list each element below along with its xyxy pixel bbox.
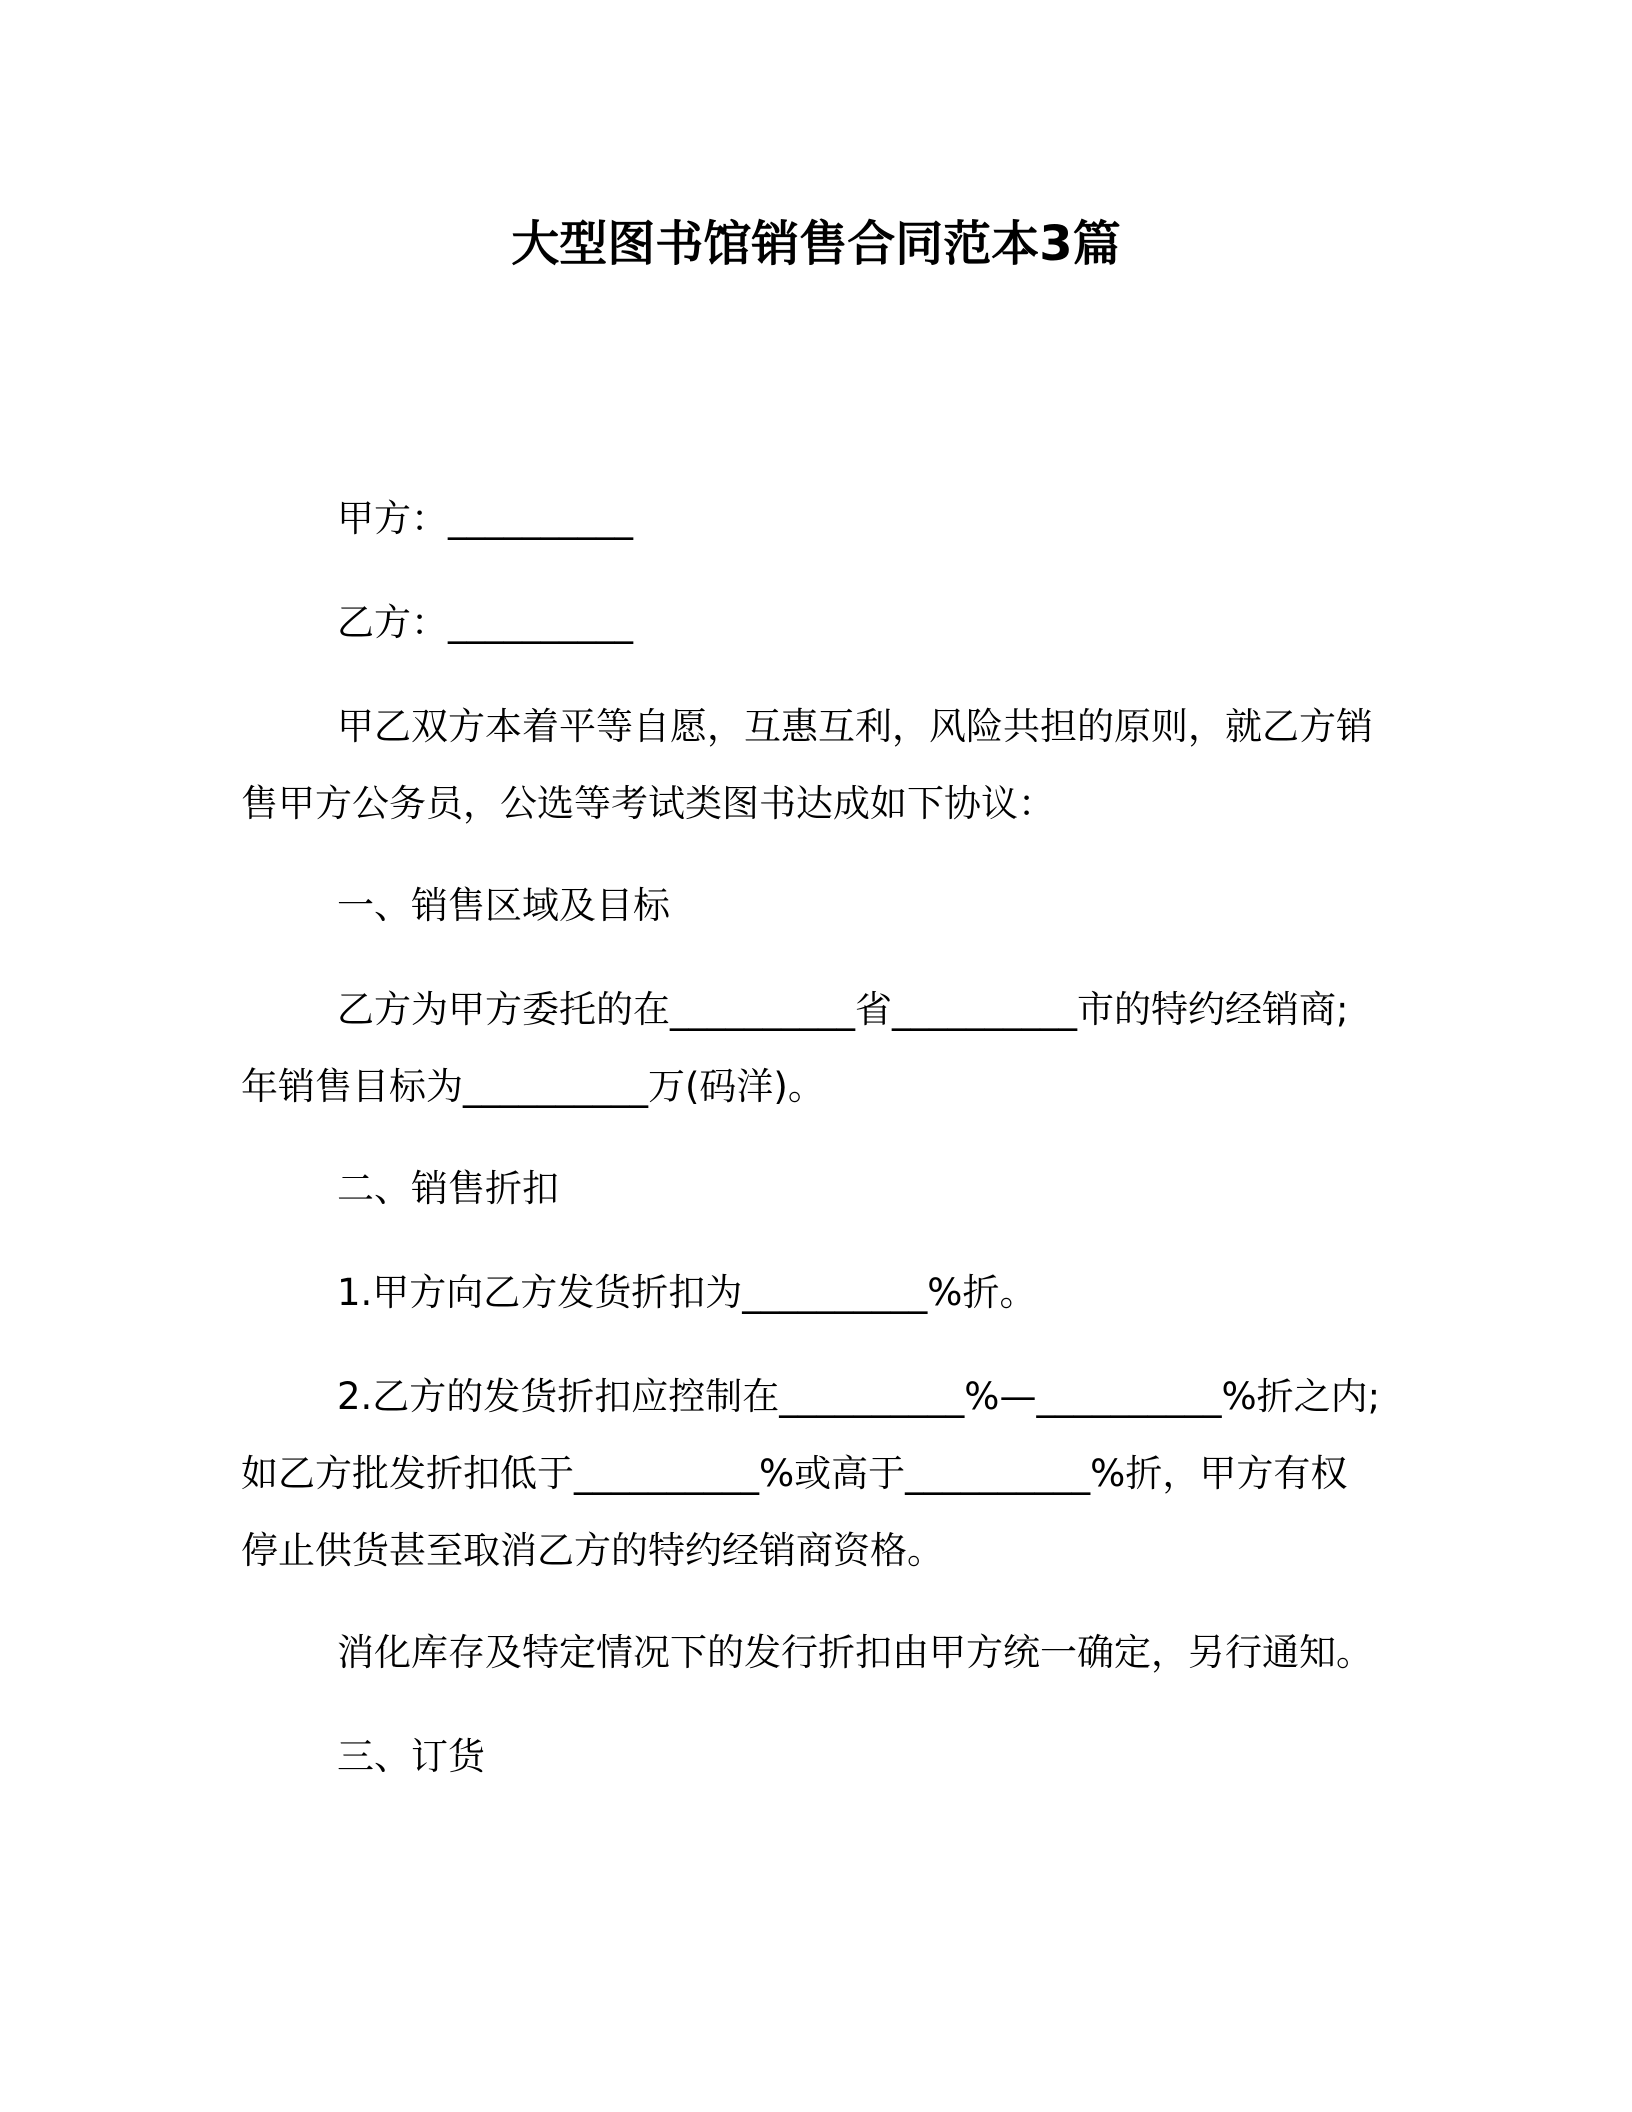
section-2-note: 消化库存及特定情况下的发行折扣由甲方统一确定，另行通知。 bbox=[337, 1631, 1373, 1674]
party-a-line: 甲方：__________ bbox=[337, 497, 633, 540]
section-2-item-2-line-1: 2.乙方的发货折扣应控制在__________%—__________%折之内; bbox=[337, 1375, 1381, 1418]
section-1-heading: 一、销售区域及目标 bbox=[337, 884, 670, 927]
intro-line-2: 售甲方公务员，公选等考试类图书达成如下协议： bbox=[241, 782, 1055, 825]
section-1-paragraph bbox=[241, 971, 1406, 1125]
section-2-heading: 二、销售折扣 bbox=[337, 1167, 559, 1210]
section-2-item-2-line-3: 停止供货甚至取消乙方的特约经销商资格。 bbox=[241, 1529, 944, 1572]
section-2-item-2-line-2: 如乙方批发折扣低于__________%或高于__________%折，甲方有权 bbox=[241, 1452, 1348, 1495]
intro-paragraph bbox=[241, 688, 1406, 842]
section-2-item-2 bbox=[241, 1358, 1406, 1589]
section-1-line-1: 乙方为甲方委托的在__________省__________市的特约经销商; bbox=[337, 988, 1349, 1031]
section-3-heading: 三、订货 bbox=[337, 1735, 485, 1778]
section-1-line-2: 年销售目标为__________万(码洋)。 bbox=[241, 1065, 825, 1108]
intro-line-1: 甲乙双方本着平等自愿，互惠互利，风险共担的原则，就乙方销 bbox=[337, 705, 1373, 748]
party-b-line: 乙方：__________ bbox=[337, 601, 633, 644]
document-title: 大型图书馆销售合同范本3篇 bbox=[511, 216, 1121, 272]
section-2-item-1: 1.甲方向乙方发货折扣为__________%折。 bbox=[337, 1271, 1037, 1314]
